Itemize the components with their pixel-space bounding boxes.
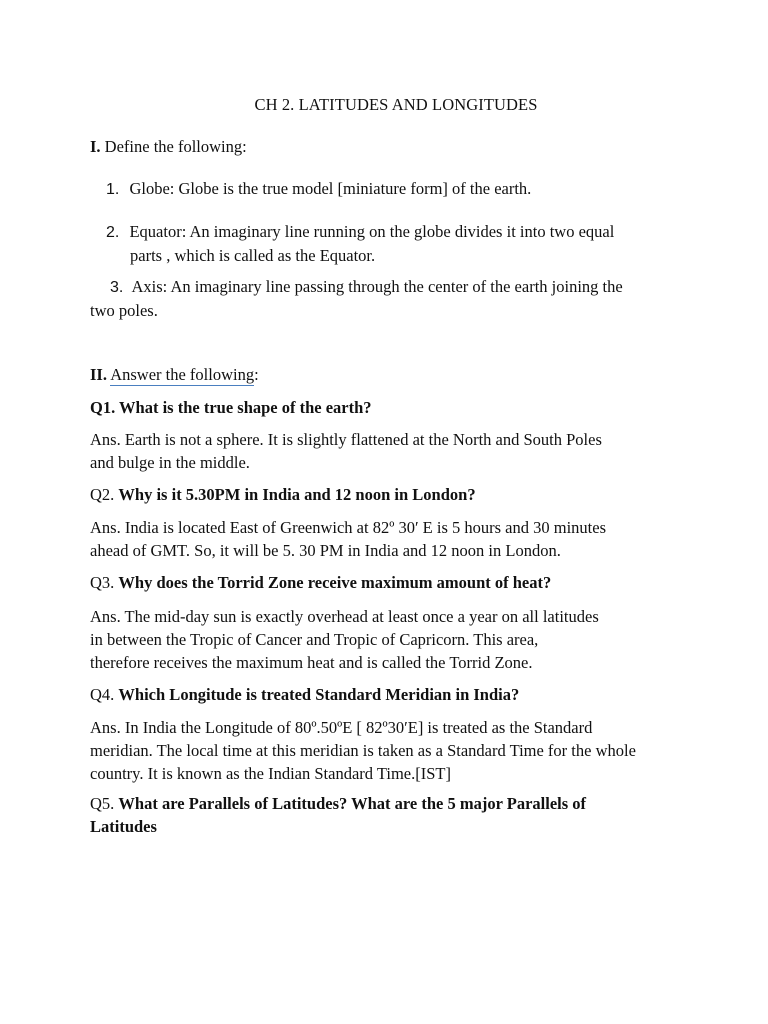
question-text: Which Longitude is treated Standard Meridian in India? [118, 685, 520, 704]
answer-1 [90, 428, 730, 474]
answer-line: Ans. The mid-day sun is exactly overhead at least once a year on all latitudes [90, 607, 599, 626]
definition-number: 3. [110, 279, 124, 296]
definition-number: 2. [106, 224, 120, 241]
question-text: Why does the Torrid Zone receive maximum amount of heat? [118, 573, 552, 592]
answer-line: Ans. India is located East of Greenwich at 82º 30ʹ E is 5 hours and 30 minutes [90, 518, 606, 537]
question-5 [90, 792, 730, 838]
answer-line: Ans. Earth is not a sphere. It is slightly flattened at the North and South Poles [90, 430, 602, 449]
section-one-numeral: I. [90, 137, 101, 156]
definition-text-line-2: two poles. [90, 301, 158, 320]
answer-3 [90, 605, 750, 674]
question-text-line-2: Latitudes [90, 817, 157, 836]
definition-text-line-1: Equator: An imaginary line running on the globe divides it into two equal [129, 222, 615, 241]
question-prefix: Q4. [90, 685, 119, 704]
definition-item-3 [90, 275, 730, 322]
definition-text: Globe: Globe is the true model [miniature form] of the earth. [129, 179, 532, 198]
definition-text-line-2: parts , which is called as the Equator. [130, 246, 376, 265]
answer-line: ahead of GMT. So, it will be 5. 30 PM in India and 12 noon in London. [90, 541, 561, 560]
answer-line: therefore receives the maximum heat and is called the Torrid Zone. [90, 653, 533, 672]
section-two-title: Answer the following [110, 365, 255, 384]
page-title: CH 2. LATITUDES AND LONGITUDES [254, 95, 538, 114]
definition-number: 1. [106, 181, 120, 198]
section-two-colon: : [254, 365, 259, 384]
question-1: Q1. What is the true shape of the earth? [90, 398, 372, 417]
question-prefix: Q5. [90, 794, 119, 813]
answer-4 [90, 716, 760, 785]
section-one-title: Define the following: [104, 137, 247, 156]
answer-line: country. It is known as the Indian Standard Time.[IST] [90, 764, 451, 783]
section-two-heading [90, 363, 690, 386]
question-prefix: Q3. [90, 573, 119, 592]
question-3 [90, 571, 730, 594]
definition-item-1 [106, 177, 746, 201]
section-two-numeral: II. [90, 365, 107, 384]
answer-2 [90, 516, 750, 562]
answer-line: in between the Tropic of Cancer and Tropic of Capricorn. This area, [90, 630, 539, 649]
section-one-heading [90, 135, 690, 158]
answer-line: and bulge in the middle. [90, 453, 250, 472]
definition-text-line-1: Axis: An imaginary line passing through the center of the earth joining the [131, 277, 623, 296]
question-prefix: Q2. [90, 485, 119, 504]
question-text: Why is it 5.30PM in India and 12 noon in London? [118, 485, 476, 504]
definition-item-2 [106, 220, 746, 267]
answer-line: Ans. In India the Longitude of 80º.50ºE [ 82º30ʹE] is treated as the Standard [90, 718, 593, 737]
answer-line: meridian. The local time at this meridian is taken as a Standard Time for the whole [90, 741, 636, 760]
question-text-line-1: What are Parallels of Latitudes? What are the 5 major Parallels of [118, 794, 587, 813]
question-2 [90, 483, 730, 506]
question-4 [90, 683, 730, 706]
